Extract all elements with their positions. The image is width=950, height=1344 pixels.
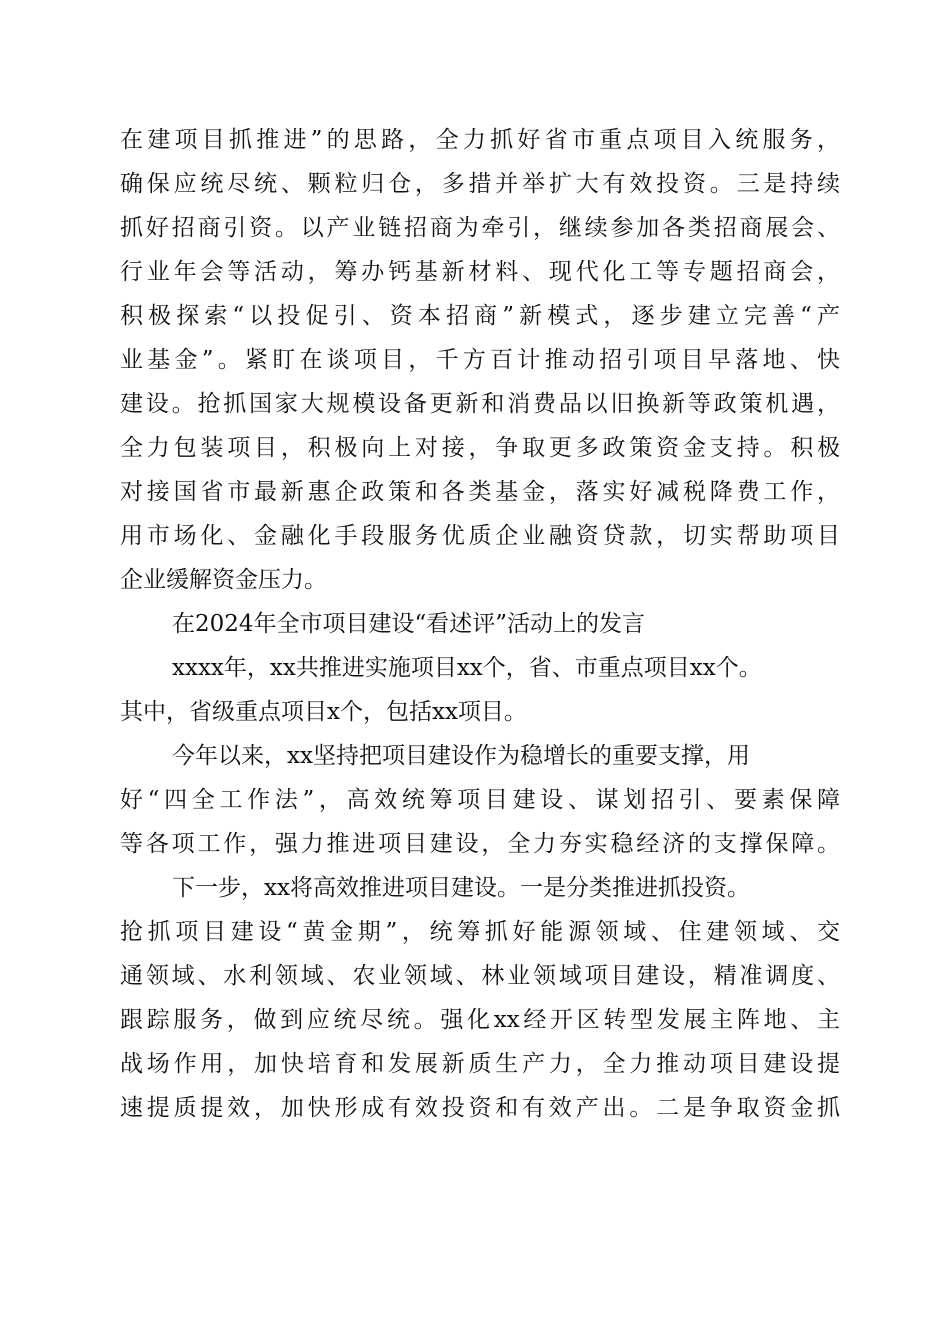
- text-line-1: 在建项目抓推进”的思路，全力抓好省市重点项目入统服务，: [120, 127, 840, 153]
- body-text: [120, 118, 840, 1130]
- text-line-10: 用市场化、金融化手段服务优质企业融资贷款，切实帮助项目: [120, 523, 840, 549]
- text-line-15: 今年以来，xx坚持把项目建设作为稳增长的重要支撑，用: [172, 743, 750, 769]
- text-line-6: 业基金”。紧盯在谈项目，千方百计推动招引项目早落地、快: [120, 347, 840, 373]
- text-line-19: 抢抓项目建设“黄金期”，统筹抓好能源领域、住建领域、交: [120, 919, 840, 945]
- text-line-4: 行业年会等活动，筹办钙基新材料、现代化工等专题招商会，: [120, 259, 840, 285]
- text-line-18: 下一步，xx将高效推进项目建设。一是分类推进抓投资。: [172, 875, 750, 901]
- text-line-14: 其中，省级重点项目x个，包括xx项目。: [120, 699, 527, 725]
- text-line-13: xxxx年，xx共推进实施项目xx个，省、市重点项目xx个。: [172, 655, 762, 681]
- text-line-7: 建设。抢抓国家大规模设备更新和消费品以旧换新等政策机遇，: [120, 391, 840, 417]
- text-line-8: 全力包装项目，积极向上对接，争取更多政策资金支持。积极: [120, 435, 840, 461]
- text-line-5: 积极探索“以投促引、资本招商”新模式，逐步建立完善“产: [120, 303, 840, 329]
- text-line-20: 通领域、水利领域、农业领域、林业领域项目建设，精准调度、: [120, 963, 840, 989]
- text-line-3: 抓好招商引资。以产业链招商为牵引，继续参加各类招商展会、: [120, 215, 840, 241]
- text-line-11: 企业缓解资金压力。: [120, 567, 327, 593]
- text-line-23: 速提质提效，加快形成有效投资和有效产出。二是争取资金抓: [120, 1095, 840, 1121]
- speech-title: 在2024年全市项目建设“看述评”活动上的发言: [172, 611, 646, 637]
- text-line-21: 跟踪服务，做到应统尽统。强化xx经开区转型发展主阵地、主: [120, 1007, 840, 1033]
- text-line-2: 确保应统尽统、颗粒归仓，多措并举扩大有效投资。三是持续: [120, 171, 840, 197]
- text-line-16: 好“四全工作法”，高效统筹项目建设、谋划招引、要素保障: [120, 787, 840, 813]
- text-line-9: 对接国省市最新惠企政策和各类基金，落实好减税降费工作，: [120, 479, 840, 505]
- text-line-17: 等各项工作，强力推进项目建设，全力夯实稳经济的支撑保障。: [120, 831, 840, 857]
- text-line-22: 战场作用，加快培育和发展新质生产力，全力推动项目建设提: [120, 1051, 840, 1077]
